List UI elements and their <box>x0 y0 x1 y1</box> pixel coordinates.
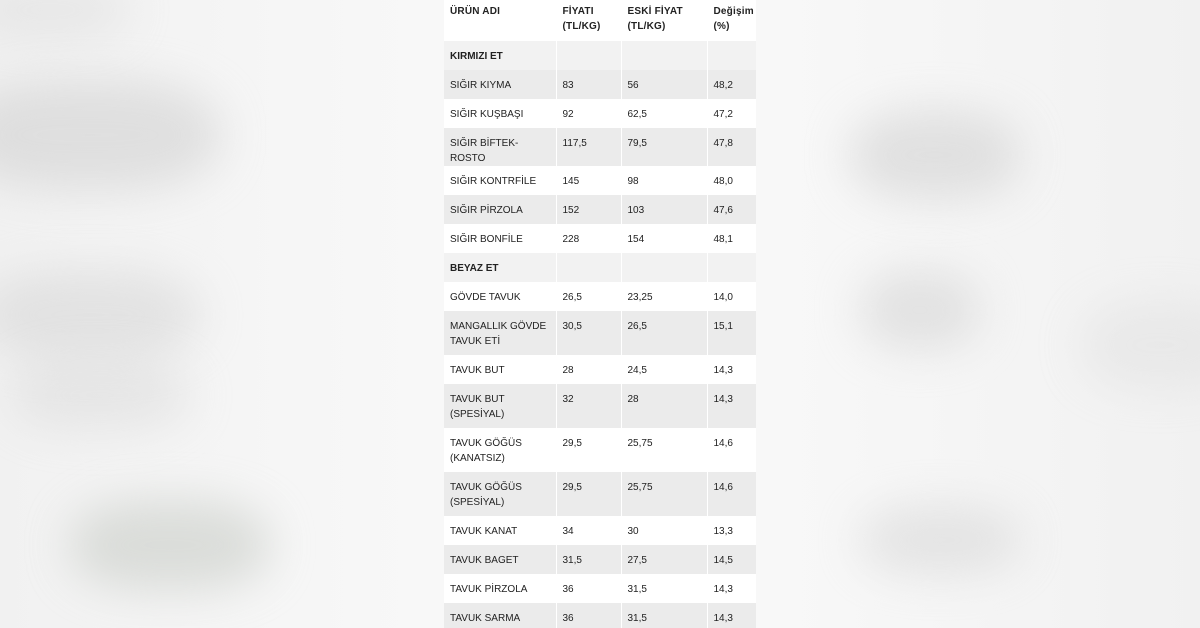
change-cell: 48,1 <box>707 224 756 253</box>
price-cell: 83 <box>556 70 621 99</box>
change-cell: 14,3 <box>707 384 756 428</box>
background-blur-shape <box>0 0 130 40</box>
table-row <box>444 472 756 516</box>
change-cell: 14,6 <box>707 428 756 472</box>
product-name: MANGALLIK GÖVDE TAVUK ETİ <box>444 311 556 355</box>
product-name: SIĞIR BİFTEK-ROSTO <box>444 128 556 166</box>
background-blur-shape <box>860 270 980 350</box>
price-cell: 26,5 <box>556 282 621 311</box>
old-price-cell: 30 <box>621 516 707 545</box>
price-cell: 28 <box>556 355 621 384</box>
change-cell: 47,2 <box>707 99 756 128</box>
change-cell: 14,3 <box>707 574 756 603</box>
table-row <box>444 355 756 384</box>
change-cell: 14,3 <box>707 603 756 628</box>
change-cell: 14,6 <box>707 472 756 516</box>
product-name: TAVUK BUT (SPESİYAL) <box>444 384 556 428</box>
price-cell: 117,5 <box>556 128 621 166</box>
table-row <box>444 311 756 355</box>
table-row <box>444 195 756 224</box>
price-cell: 145 <box>556 166 621 195</box>
old-price-cell: 31,5 <box>621 603 707 628</box>
old-price-cell: 27,5 <box>621 545 707 574</box>
change-cell: 14,0 <box>707 282 756 311</box>
old-price-cell: 62,5 <box>621 99 707 128</box>
old-price-cell: 25,75 <box>621 428 707 472</box>
price-cell: 152 <box>556 195 621 224</box>
table-row <box>444 574 756 603</box>
product-name: TAVUK PİRZOLA <box>444 574 556 603</box>
product-name: TAVUK GÖĞÜS (SPESİYAL) <box>444 472 556 516</box>
change-cell: 13,3 <box>707 516 756 545</box>
price-table <box>444 0 756 628</box>
old-price-cell: 79,5 <box>621 128 707 166</box>
header-change: Değişim (%) <box>707 0 756 41</box>
product-name: TAVUK GÖĞÜS (KANATSIZ) <box>444 428 556 472</box>
table-row <box>444 70 756 99</box>
table-row <box>444 99 756 128</box>
price-table-card <box>444 0 756 628</box>
background-blur-shape <box>0 80 220 190</box>
price-cell: 29,5 <box>556 472 621 516</box>
table-row <box>444 428 756 472</box>
background-blur-shape <box>850 110 1020 200</box>
product-name: TAVUK BAGET <box>444 545 556 574</box>
change-cell: 47,8 <box>707 128 756 166</box>
price-cell: 31,5 <box>556 545 621 574</box>
old-price-cell: 103 <box>621 195 707 224</box>
product-name: TAVUK KANAT <box>444 516 556 545</box>
old-price-cell: 56 <box>621 70 707 99</box>
background-blur-shape <box>70 500 270 590</box>
change-cell: 15,1 <box>707 311 756 355</box>
table-row <box>444 545 756 574</box>
section-title: BEYAZ ET <box>444 253 556 282</box>
change-cell: 47,6 <box>707 195 756 224</box>
table-row <box>444 603 756 628</box>
price-cell: 32 <box>556 384 621 428</box>
old-price-cell: 98 <box>621 166 707 195</box>
price-cell: 36 <box>556 603 621 628</box>
old-price-cell: 154 <box>621 224 707 253</box>
price-cell: 92 <box>556 99 621 128</box>
price-cell: 34 <box>556 516 621 545</box>
background-blur-shape <box>0 270 200 360</box>
background-blur-shape <box>1080 300 1200 390</box>
table-row <box>444 128 756 166</box>
table-row <box>444 224 756 253</box>
change-cell: 48,0 <box>707 166 756 195</box>
product-name: TAVUK SARMA <box>444 603 556 628</box>
table-row <box>444 384 756 428</box>
table-header-row <box>444 0 756 41</box>
product-name: SIĞIR BONFİLE <box>444 224 556 253</box>
change-cell: 14,5 <box>707 545 756 574</box>
old-price-cell: 26,5 <box>621 311 707 355</box>
header-old-price: ESKİ FİYAT (TL/KG) <box>621 0 707 41</box>
price-cell: 36 <box>556 574 621 603</box>
old-price-cell: 25,75 <box>621 472 707 516</box>
old-price-cell: 31,5 <box>621 574 707 603</box>
background-blur-shape <box>10 360 190 430</box>
price-cell: 228 <box>556 224 621 253</box>
change-cell: 48,2 <box>707 70 756 99</box>
section-row <box>444 253 756 282</box>
section-row <box>444 41 756 70</box>
product-name: SIĞIR PİRZOLA <box>444 195 556 224</box>
old-price-cell: 28 <box>621 384 707 428</box>
product-name: SIĞIR KIYMA <box>444 70 556 99</box>
table-row <box>444 166 756 195</box>
product-name: SIĞIR KONTRFİLE <box>444 166 556 195</box>
header-product-name: ÜRÜN ADI <box>444 0 556 41</box>
product-name: GÖVDE TAVUK <box>444 282 556 311</box>
table-row <box>444 282 756 311</box>
table-row <box>444 516 756 545</box>
header-price: FİYATI (TL/KG) <box>556 0 621 41</box>
old-price-cell: 24,5 <box>621 355 707 384</box>
background-blur-shape <box>860 505 1020 575</box>
price-cell: 29,5 <box>556 428 621 472</box>
product-name: TAVUK BUT <box>444 355 556 384</box>
old-price-cell: 23,25 <box>621 282 707 311</box>
price-cell: 30,5 <box>556 311 621 355</box>
product-name: SIĞIR KUŞBAŞI <box>444 99 556 128</box>
change-cell: 14,3 <box>707 355 756 384</box>
section-title: KIRMIZI ET <box>444 41 556 70</box>
